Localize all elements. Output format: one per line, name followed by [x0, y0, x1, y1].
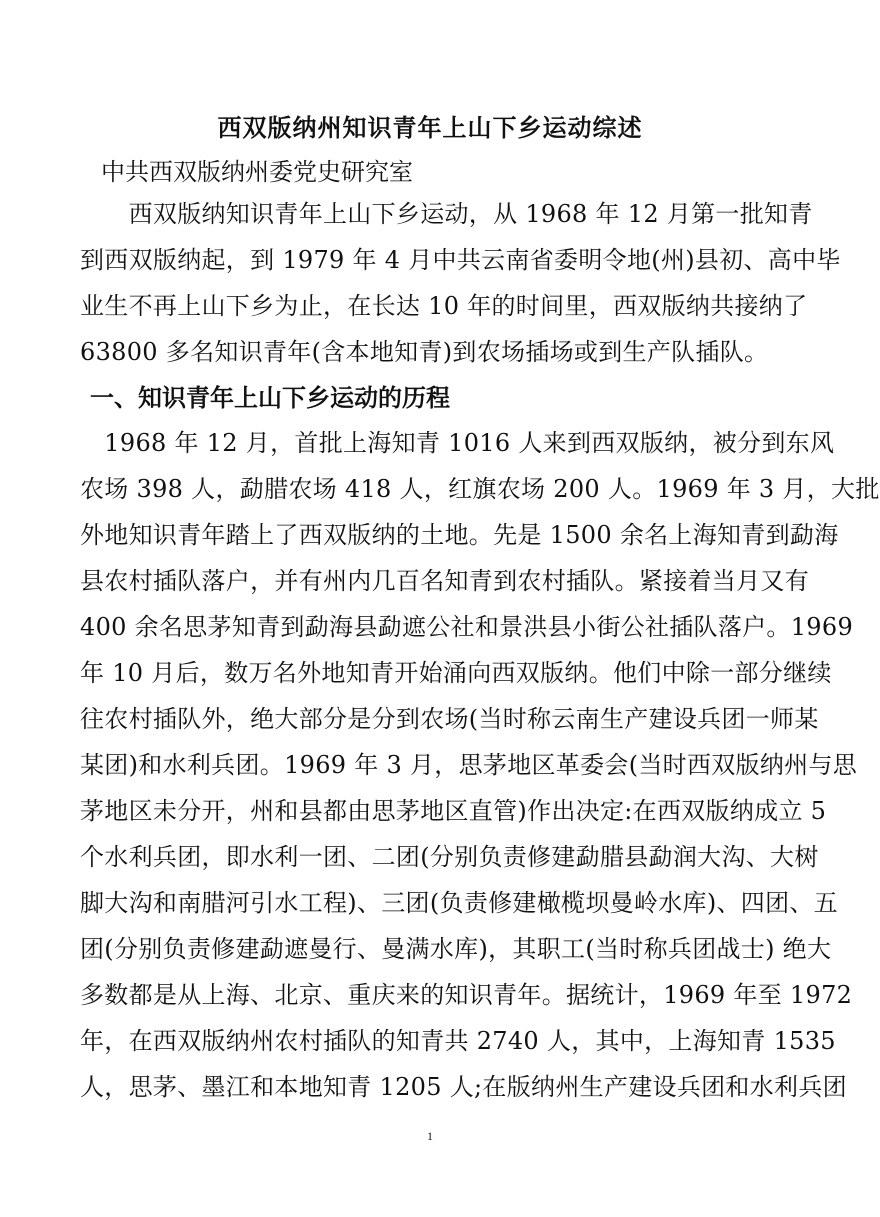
section-heading: 一、知识青年上山下乡运动的历程 [90, 383, 450, 412]
document-title: 西双版纳州知识青年上山下乡运动综述 [217, 113, 643, 142]
paragraph-line: 多数都是从上海、北京、重庆来的知识青年。据统计，1969 年至 1972 [80, 981, 853, 1009]
paragraph-line: 外地知识青年踏上了西双版纳的土地。先是 1500 余名上海知青到勐海 [80, 521, 839, 549]
document-author: 中共西双版纳州委党史研究室 [101, 158, 413, 186]
paragraph-line: 团(分别负责修建勐遮曼行、曼满水库)，其职工(当时称兵团战士) 绝大 [80, 935, 832, 963]
paragraph-line: 西双版纳知识青年上山下乡运动，从 1968 年 12 月第一批知青 [80, 200, 813, 228]
paragraph-line: 人，思茅、墨江和本地知青 1205 人;在版纳州生产建设兵团和水利兵团 [80, 1073, 847, 1101]
intro-paragraph [80, 191, 841, 375]
paragraph-line: 县农村插队落户，并有州内几百名知青到农村插队。紧接着当月又有 [80, 567, 809, 595]
page-number: 1 [427, 1129, 433, 1143]
paragraph-line: 63800 多名知识青年(含本地知青)到农场插场或到生产队插队。 [80, 338, 769, 366]
paragraph-line: 个水利兵团，即水利一团、二团(分别负责修建勐腊县勐润大沟、大树 [80, 843, 819, 871]
paragraph-line: 年 10 月后，数万名外地知青开始涌向西双版纳。他们中除一部分继续 [80, 659, 832, 687]
paragraph-line: 某团)和水利兵团。1969 年 3 月，思茅地区革委会(当时西双版纳州与思 [80, 751, 858, 779]
paragraph-line: 业生不再上山下乡为止，在长达 10 年的时间里，西双版纳共接纳了 [80, 292, 808, 320]
section-paragraph [80, 420, 880, 1110]
paragraph-line: 400 余名思茅知青到勐海县勐遮公社和景洪县小街公社插队落户。1969 [80, 613, 854, 641]
paragraph-line: 脚大沟和南腊河引水工程)、三团(负责修建橄榄坝曼岭水库)、四团、五 [80, 889, 838, 917]
paragraph-line: 农场 398 人，勐腊农场 418 人，红旗农场 200 人。1969 年 3 月，大批 [80, 475, 880, 503]
paragraph-line: 往农村插队外，绝大部分是分到农场(当时称云南生产建设兵团一师某 [80, 705, 819, 733]
paragraph-line: 年，在西双版纳州农村插队的知青共 2740 人，其中，上海知青 1535 [80, 1027, 836, 1055]
paragraph-line: 茅地区未分开，州和县都由思茅地区直管)作出决定:在西双版纳成立 5 [80, 797, 827, 825]
paragraph-line: 1968 年 12 月，首批上海知青 1016 人来到西双版纳，被分到东风 [80, 429, 835, 457]
paragraph-line: 到西双版纳起，到 1979 年 4 月中共云南省委明令地(州)县初、高中毕 [80, 246, 841, 274]
